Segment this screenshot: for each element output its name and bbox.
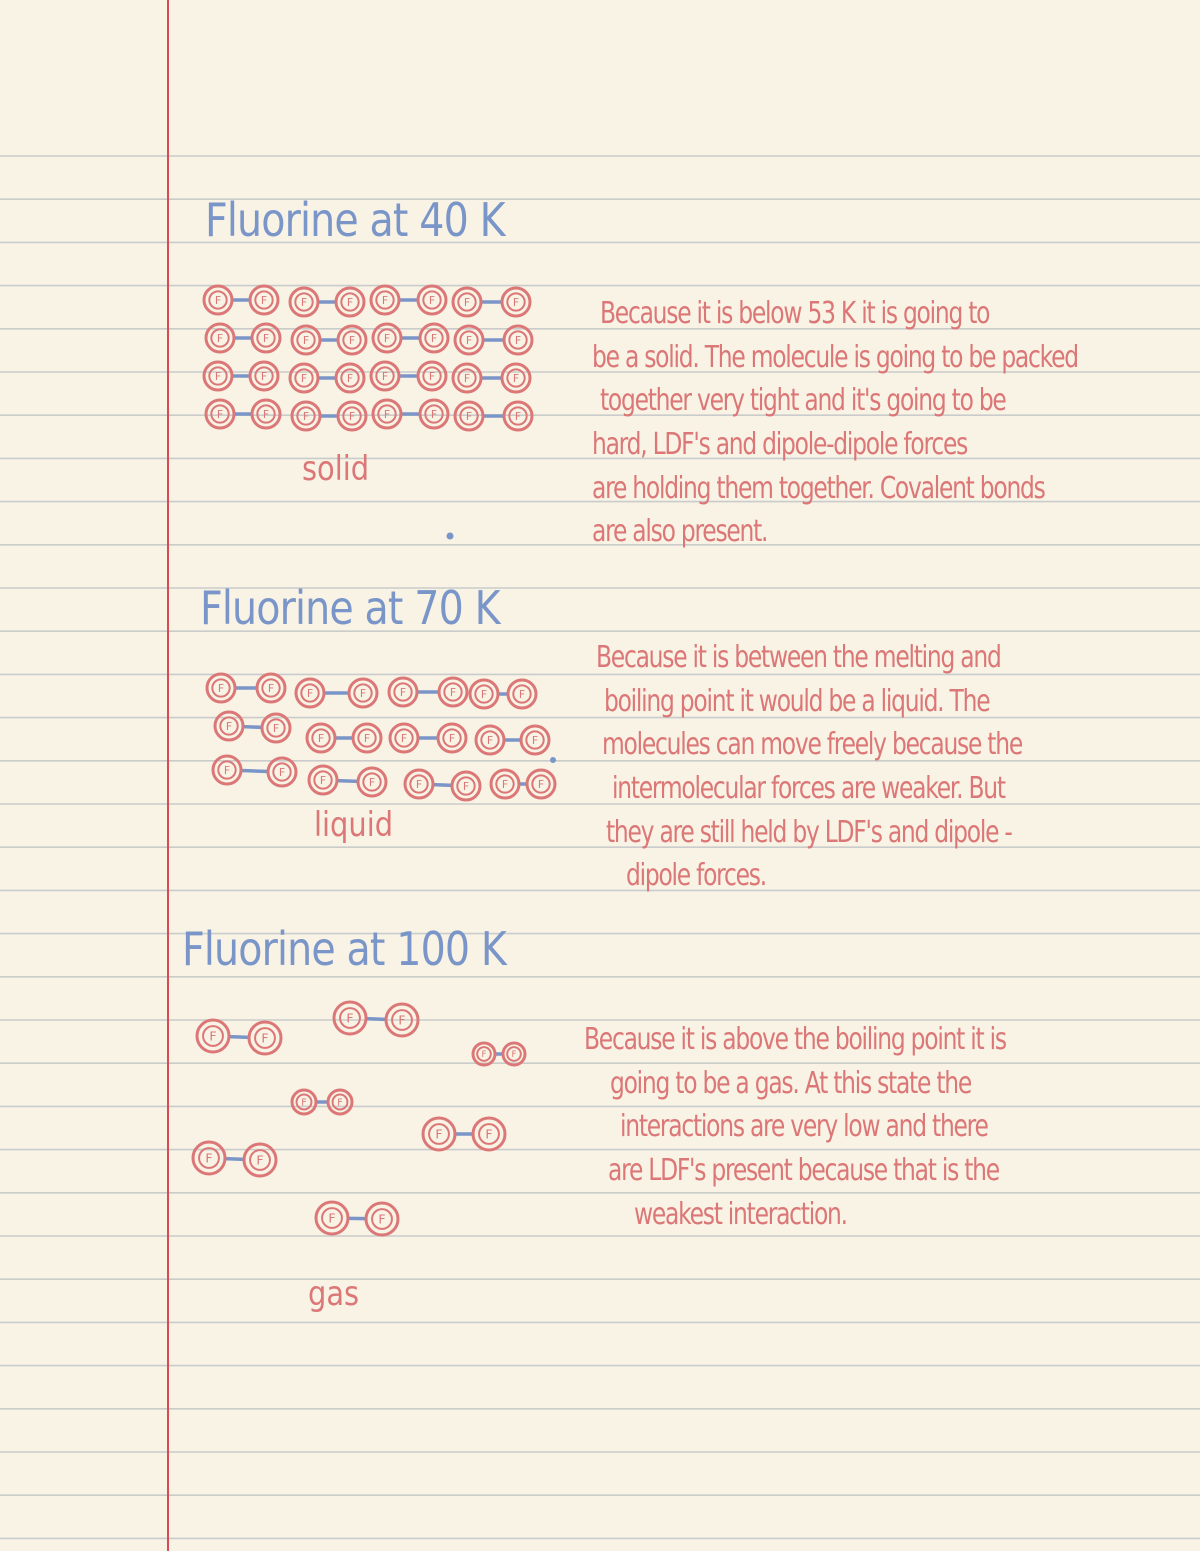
explanation-line: are holding them together. Covalent bonds	[592, 470, 1045, 506]
explanation-liquid	[596, 636, 1140, 898]
explanation-line: together very tight and it's going to be	[600, 383, 1006, 419]
svg-text:F: F	[518, 687, 526, 701]
explanation-line: boiling point it would be a liquid. The	[604, 683, 990, 719]
svg-text:F: F	[480, 687, 488, 701]
svg-text:F: F	[278, 765, 286, 779]
svg-text:F: F	[346, 1010, 354, 1026]
svg-text:F: F	[485, 1126, 493, 1142]
state-label-solid: solid	[302, 449, 370, 489]
explanation-line: dipole forces.	[626, 858, 766, 894]
svg-text:F: F	[363, 731, 371, 745]
svg-text:F: F	[415, 777, 423, 791]
svg-text:F: F	[501, 777, 509, 791]
svg-text:F: F	[512, 371, 520, 385]
svg-text:F: F	[435, 1126, 443, 1142]
svg-text:F: F	[486, 733, 494, 747]
svg-text:F: F	[381, 369, 389, 383]
svg-text:F: F	[514, 333, 522, 347]
svg-text:F: F	[481, 1050, 487, 1061]
svg-text:F: F	[256, 1152, 264, 1168]
svg-text:F: F	[272, 721, 280, 735]
svg-text:F: F	[428, 293, 436, 307]
explanation-line: molecules can move freely because the	[602, 727, 1022, 763]
explanation-line: hard, LDF's and dipole-dipole forces	[592, 427, 968, 463]
section-heading-40k: Fluorine at 40 K	[205, 193, 505, 247]
svg-text:F: F	[465, 333, 473, 347]
svg-text:F: F	[348, 333, 356, 347]
svg-text:F: F	[216, 331, 224, 345]
svg-text:F: F	[317, 731, 325, 745]
svg-text:F: F	[301, 1097, 307, 1109]
section-heading-70k: Fluorine at 70 K	[200, 581, 500, 635]
svg-text:F: F	[449, 685, 457, 699]
svg-text:F: F	[300, 371, 308, 385]
svg-text:F: F	[514, 409, 522, 423]
explanation-gas	[584, 1018, 1125, 1236]
svg-text:F: F	[346, 295, 354, 309]
svg-text:F: F	[262, 331, 270, 345]
svg-text:F: F	[337, 1097, 343, 1109]
svg-text:F: F	[300, 295, 308, 309]
explanation-solid	[592, 292, 1200, 554]
explanation-line: weakest interaction.	[634, 1196, 847, 1232]
svg-text:F: F	[267, 681, 275, 695]
explanation-line: they are still held by LDF's and dipole -	[606, 814, 1012, 850]
svg-text:F: F	[346, 371, 354, 385]
svg-text:F: F	[209, 1028, 217, 1044]
svg-text:F: F	[260, 293, 268, 307]
svg-text:F: F	[225, 719, 233, 733]
svg-text:F: F	[261, 1030, 269, 1046]
svg-text:F: F	[537, 777, 545, 791]
explanation-line: intermolecular forces are weaker. But	[612, 771, 1005, 807]
ink-dot	[550, 757, 556, 763]
svg-text:F: F	[216, 407, 224, 421]
section-heading-100k: Fluorine at 100 K	[182, 922, 507, 976]
svg-text:F: F	[463, 371, 471, 385]
svg-text:F: F	[205, 1150, 213, 1166]
explanation-line: be a solid. The molecule is going to be packed	[592, 339, 1078, 375]
svg-text:F: F	[217, 681, 225, 695]
explanation-line: Because it is above the boiling point it is	[584, 1022, 1006, 1057]
svg-text:F: F	[348, 409, 356, 423]
svg-text:F: F	[463, 295, 471, 309]
svg-text:F: F	[302, 409, 310, 423]
svg-text:F: F	[319, 773, 327, 787]
svg-text:F: F	[368, 775, 376, 789]
svg-text:F: F	[399, 685, 407, 699]
explanation-line: going to be a gas. At this state the	[610, 1065, 971, 1101]
explanation-line: Because it is between the melting and	[596, 640, 1001, 675]
svg-text:F: F	[328, 1210, 336, 1226]
explanation-line: are also present.	[592, 514, 768, 550]
svg-text:F: F	[430, 331, 438, 345]
svg-text:F: F	[400, 731, 408, 745]
ink-dot	[447, 533, 454, 540]
svg-text:F: F	[383, 407, 391, 421]
svg-text:F: F	[383, 331, 391, 345]
state-label-liquid: liquid	[314, 805, 394, 845]
explanation-line: interactions are very low and there	[620, 1109, 988, 1145]
svg-text:F: F	[462, 779, 470, 793]
explanation-line: are LDF's present because that is the	[608, 1153, 999, 1189]
svg-text:F: F	[428, 369, 436, 383]
svg-text:F: F	[260, 369, 268, 383]
svg-text:F: F	[448, 731, 456, 745]
svg-text:F: F	[302, 333, 310, 347]
svg-text:F: F	[531, 733, 539, 747]
svg-text:F: F	[223, 763, 231, 777]
svg-text:F: F	[359, 686, 367, 700]
state-label-gas: gas	[308, 1274, 360, 1314]
svg-text:F: F	[430, 407, 438, 421]
svg-text:F: F	[512, 295, 520, 309]
svg-text:F: F	[214, 293, 222, 307]
explanation-line: Because it is below 53 K it is going to	[600, 296, 990, 331]
svg-text:F: F	[214, 369, 222, 383]
svg-text:F: F	[398, 1012, 406, 1028]
svg-text:F: F	[306, 686, 314, 700]
svg-text:F: F	[381, 293, 389, 307]
svg-text:F: F	[465, 409, 473, 423]
svg-text:F: F	[511, 1050, 517, 1061]
svg-text:F: F	[378, 1211, 386, 1227]
svg-text:F: F	[262, 407, 270, 421]
